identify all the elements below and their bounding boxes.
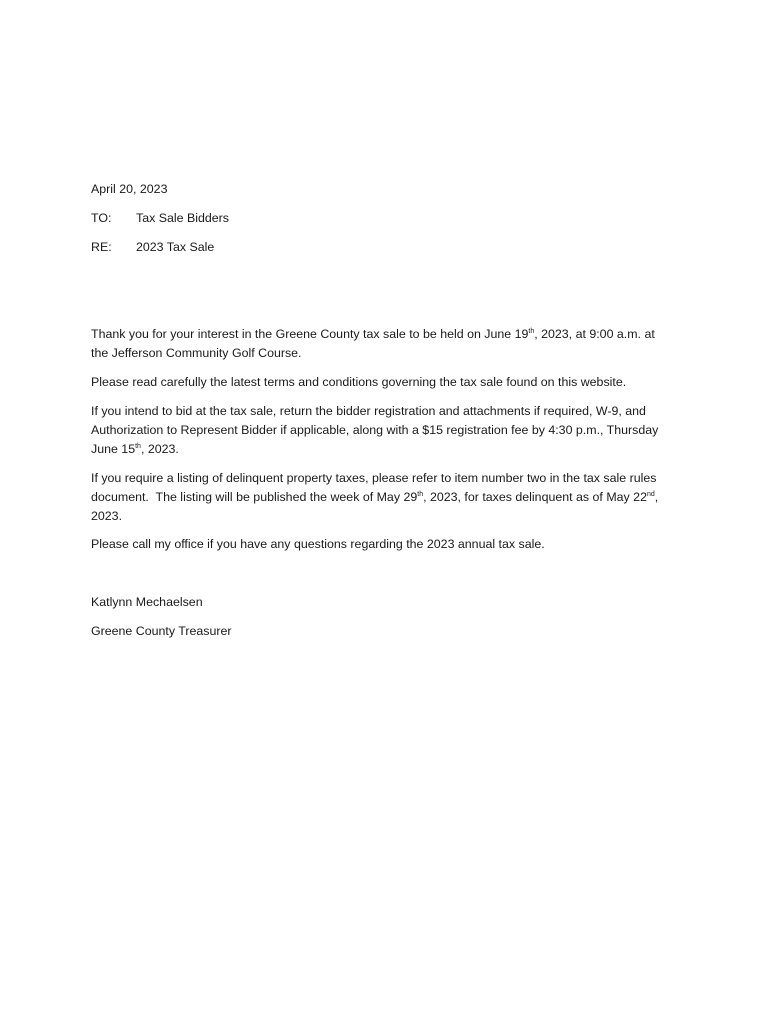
superscript: th <box>528 328 535 335</box>
re-value: 2023 Tax Sale <box>136 240 215 254</box>
re-line <box>91 238 214 257</box>
superscript: nd <box>646 491 655 498</box>
paragraph-listing <box>91 469 691 526</box>
signature-name: Katlynn Mechaelsen <box>91 595 203 609</box>
superscript: th <box>135 443 141 450</box>
text-run: document. The listing will be published the week of May 29 <box>91 490 418 504</box>
paragraph-listing-line-2 <box>91 488 691 507</box>
text-run: Thank you for your interest in the Greene County tax sale to be held on June 19 <box>91 327 529 341</box>
paragraph-intro-line-1 <box>91 325 691 344</box>
paragraph-terms-line: Please read carefully the latest terms and conditions governing the tax sale found on this website. <box>91 375 627 389</box>
to-value: Tax Sale Bidders <box>136 211 229 225</box>
paragraph-contact <box>91 535 691 554</box>
to-label: TO: <box>91 211 112 225</box>
re-label: RE: <box>91 240 112 254</box>
superscript: th <box>417 491 424 498</box>
text-run: , 2023. <box>140 442 179 456</box>
text-run: , 2023, for taxes delinquent as of May 22 <box>423 490 647 504</box>
paragraph-intro <box>91 325 691 363</box>
letter-date: April 20, 2023 <box>91 182 168 196</box>
paragraph-intro-line-2: the Jefferson Community Golf Course. <box>91 346 302 360</box>
text-run: , <box>654 490 659 504</box>
paragraph-registration <box>91 402 691 459</box>
signature-title: Greene County Treasurer <box>91 624 232 638</box>
paragraph-registration-line-2: Authorization to Represent Bidder if applicable, along with a $15 registration fee by 4:30 p.m., Thursday <box>91 423 659 437</box>
to-line <box>91 209 229 228</box>
text-run: , 2023, at 9:00 a.m. at <box>534 327 655 341</box>
text-run: June 15 <box>91 442 136 456</box>
paragraph-registration-line-1: If you intend to bid at the tax sale, return the bidder registration and attachments if required, W-9, and <box>91 404 646 418</box>
paragraph-listing-line-1: If you require a listing of delinquent property taxes, please refer to item number two in the tax sale rules <box>91 471 657 485</box>
paragraph-registration-line-3 <box>91 440 691 459</box>
paragraph-terms <box>91 373 691 392</box>
paragraph-contact-line: Please call my office if you have any questions regarding the 2023 annual tax sale. <box>91 537 545 551</box>
paragraph-listing-line-3: 2023. <box>91 509 123 523</box>
